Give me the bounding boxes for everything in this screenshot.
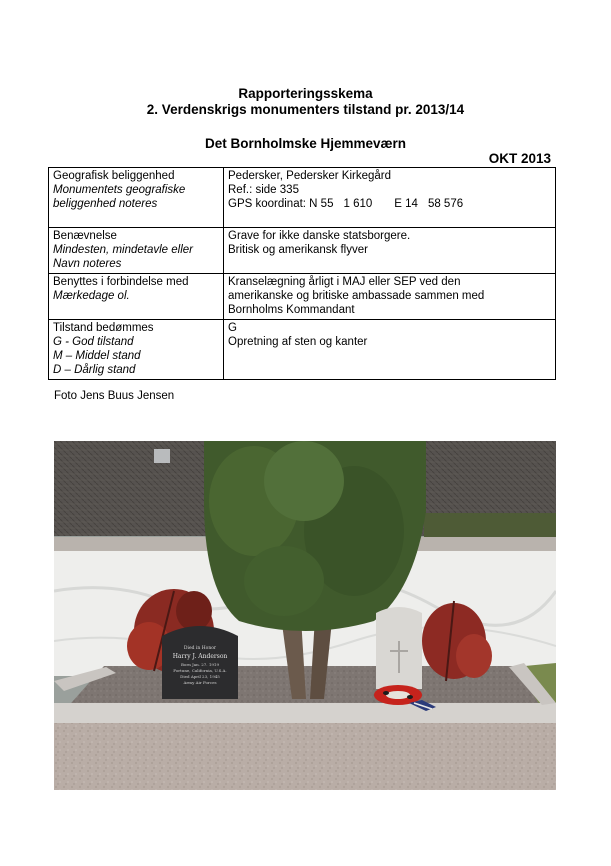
name-label: Benævnelse	[53, 230, 117, 242]
usage-label: Benyttes i forbindelse med	[53, 276, 189, 288]
usage-hint-1: Mærkedage ol.	[53, 290, 130, 302]
table-row-location	[49, 168, 556, 228]
memorial-photo	[54, 441, 556, 790]
black-headstone	[162, 626, 238, 699]
location-label: Geografisk beliggenhed	[53, 170, 175, 182]
report-date: OKT 2013	[488, 151, 551, 166]
name-hint-2: Navn noteres	[53, 258, 122, 270]
table-row-usage	[49, 274, 556, 320]
condition-hint-3: D – Dårlig stand	[53, 364, 136, 376]
condition-value-1: G	[228, 322, 237, 334]
condition-hint-2: M – Middel stand	[53, 350, 141, 362]
report-table	[48, 167, 556, 380]
location-hint-2: beliggenhed noteres	[53, 198, 158, 210]
condition-label-cell	[49, 320, 224, 380]
white-headstone	[376, 607, 422, 689]
condition-label: Tilstand bedømmes	[53, 322, 154, 334]
condition-hint-1: G - God tilstand	[53, 336, 134, 348]
stone-border	[54, 703, 556, 723]
name-value-1: Grave for ikke danske statsborgere.	[228, 230, 411, 242]
usage-value-cell	[224, 274, 556, 320]
gps-east: 58 576	[427, 198, 464, 210]
gravel-path	[54, 723, 556, 790]
memorial-photo-drawing	[54, 441, 556, 790]
usage-value-2: amerikanske og britiske ambassade sammen med	[228, 290, 485, 302]
name-hint-1: Mindesten, mindetavle eller	[53, 244, 193, 256]
name-label-cell	[49, 228, 224, 274]
photo-caption: Foto Jens Buus Jensen	[54, 390, 175, 402]
headstone-line-5: Died April 23, 1945	[180, 674, 220, 679]
usage-label-cell	[49, 274, 224, 320]
roof-window	[154, 449, 170, 463]
gps-label: GPS koordinat: N 55	[228, 198, 334, 210]
usage-value-3: Bornholms Kommandant	[228, 304, 355, 316]
gps-north: 1 610	[343, 198, 373, 210]
headstone-line-1: Died in Honor	[183, 646, 217, 651]
headstone-line-6: Army Air Forces	[183, 680, 217, 685]
usage-value-1: Kranselægning årligt i MAJ eller SEP ved den	[228, 276, 461, 288]
headstone-line-4: Fortune, California, U.S.A.	[173, 668, 227, 673]
location-value-1: Pedersker, Pedersker Kirkegård	[228, 170, 391, 182]
table-row-name	[49, 228, 556, 274]
headstone-line-2: Harry J. Anderson	[172, 653, 228, 660]
name-value-2: Britisk og amerikansk flyver	[228, 244, 368, 256]
name-value-cell	[224, 228, 556, 274]
table-row-condition	[49, 320, 556, 380]
form-title: Rapporteringsskema	[238, 86, 373, 101]
gps-coordinates	[228, 197, 551, 211]
gps-east-label: E 14	[394, 198, 418, 210]
location-value-cell	[224, 168, 556, 228]
condition-value-cell	[224, 320, 556, 380]
location-label-cell	[49, 168, 224, 228]
headstone-line-3: Born Jan. 27. 1919	[180, 662, 220, 667]
location-hint-1: Monumentets geografiske	[53, 184, 186, 196]
condition-value-2: Opretning af sten og kanter	[228, 336, 368, 348]
organization-title: Det Bornholmske Hjemmeværn	[204, 136, 407, 151]
form-subtitle: 2. Verdenskrigs monumenters tilstand pr. 2013/14	[146, 102, 465, 117]
location-value-2: Ref.: side 335	[228, 184, 299, 196]
